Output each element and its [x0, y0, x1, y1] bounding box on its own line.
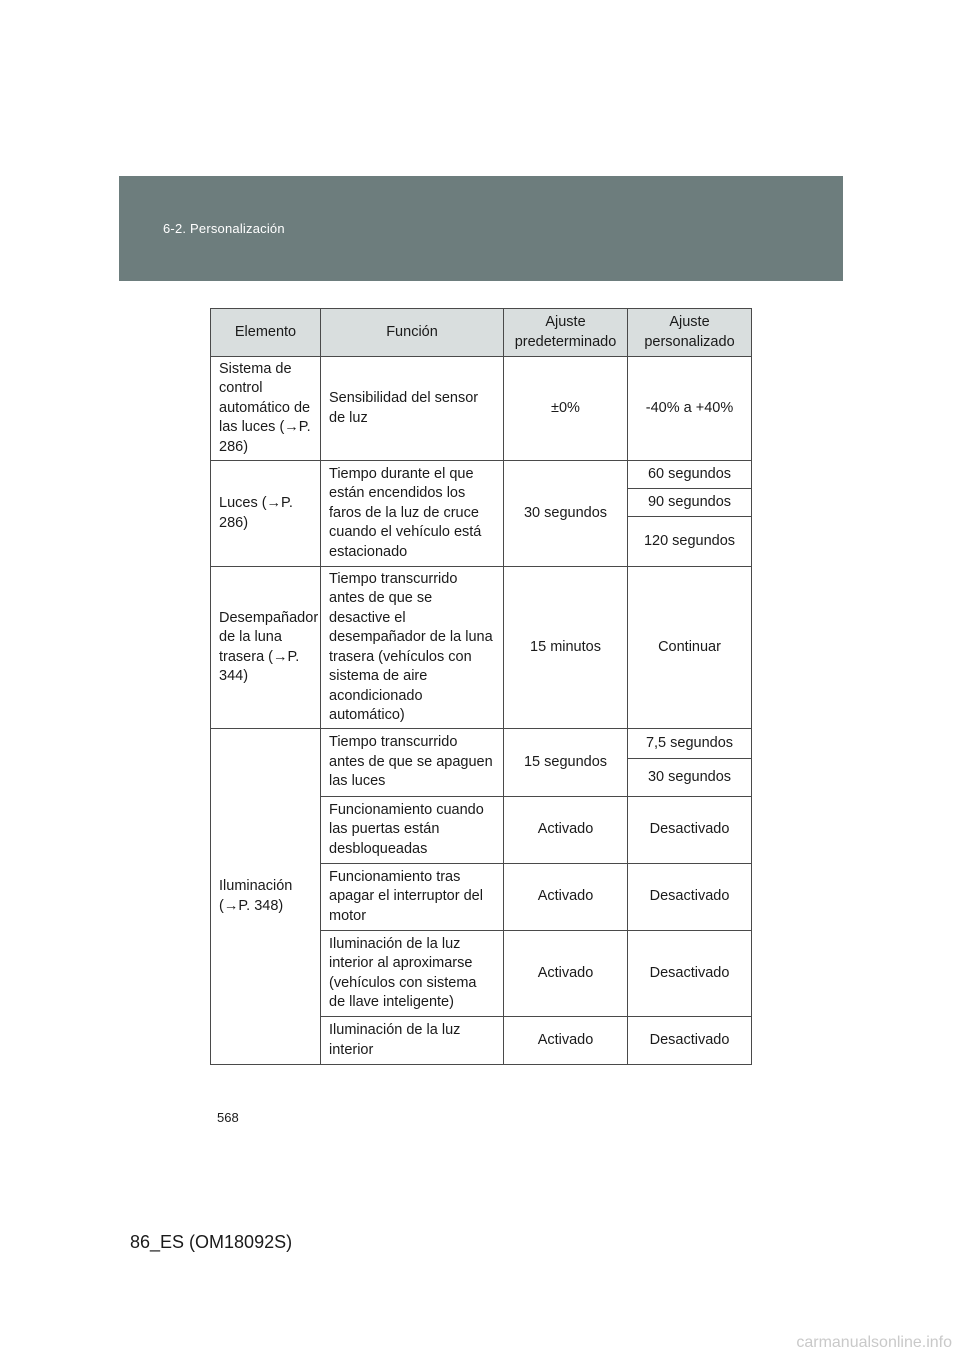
cell-default: ±0%	[504, 357, 628, 461]
cell-element: Desempañador de la luna trasera (→P. 344)	[211, 567, 321, 729]
cell-custom: 60 segundos	[628, 461, 752, 489]
cell-default: 30 segundos	[504, 461, 628, 567]
cell-function: Iluminación de la luz interior al aproximarse (vehículos con sistema de llave inteligente)	[321, 931, 504, 1017]
header-default-label: Ajuste predeterminado	[514, 314, 617, 350]
section-header-band	[119, 176, 843, 281]
table-row	[211, 357, 752, 461]
cell-element: Sistema de control automático de las luces (→P. 286)	[211, 357, 321, 461]
cell-function: Tiempo transcurrido antes de que se desactive el desempañador de la luna trasera (vehículos con sistema de aire acondicionado automático)	[321, 567, 504, 729]
page-number: 568	[217, 1110, 239, 1125]
header-default	[504, 309, 628, 357]
cell-custom: Desactivado	[628, 1017, 752, 1065]
cell-element: Luces (→P. 286)	[211, 461, 321, 567]
cell-function: Sensibilidad del sensor de luz	[321, 357, 504, 461]
header-element: Elemento	[211, 309, 321, 357]
cell-function: Iluminación de la luz interior	[321, 1017, 504, 1065]
document-code: 86_ES (OM18092S)	[130, 1232, 293, 1252]
cell-custom: Desactivado	[628, 797, 752, 864]
watermark: carmanualsonline.info	[796, 1334, 952, 1351]
header-custom-label: Ajuste personalizado	[644, 314, 735, 350]
cell-function: Tiempo transcurrido antes de que se apaguen las luces	[321, 729, 504, 797]
cell-custom: 90 segundos	[628, 489, 752, 517]
table-row	[211, 729, 752, 759]
cell-custom: 30 segundos	[628, 759, 752, 797]
cell-custom: Desactivado	[628, 931, 752, 1017]
cell-default: Activado	[504, 1017, 628, 1065]
cell-default: Activado	[504, 931, 628, 1017]
header-custom	[628, 309, 752, 357]
cell-custom: 7,5 segundos	[628, 729, 752, 759]
cell-default: Activado	[504, 864, 628, 931]
cell-function: Tiempo durante el que están encendidos los faros de la luz de cruce cuando el vehículo está estacionado	[321, 461, 504, 567]
customization-table	[210, 308, 752, 1065]
header-function: Función	[321, 309, 504, 357]
cell-custom: 120 segundos	[628, 517, 752, 567]
table-header-row	[211, 309, 752, 357]
cell-custom: Desactivado	[628, 864, 752, 931]
cell-default: Activado	[504, 797, 628, 864]
cell-function: Funcionamiento cuando las puertas están desbloqueadas	[321, 797, 504, 864]
cell-function: Funcionamiento tras apagar el interruptor del motor	[321, 864, 504, 931]
cell-custom: -40% a +40%	[628, 357, 752, 461]
cell-default: 15 segundos	[504, 729, 628, 797]
section-title: 6-2. Personalización	[163, 221, 285, 236]
cell-element: Iluminación (→P. 348)	[211, 729, 321, 1065]
table-row	[211, 461, 752, 489]
table-row	[211, 567, 752, 729]
cell-custom: Continuar	[628, 567, 752, 729]
cell-default: 15 minutos	[504, 567, 628, 729]
